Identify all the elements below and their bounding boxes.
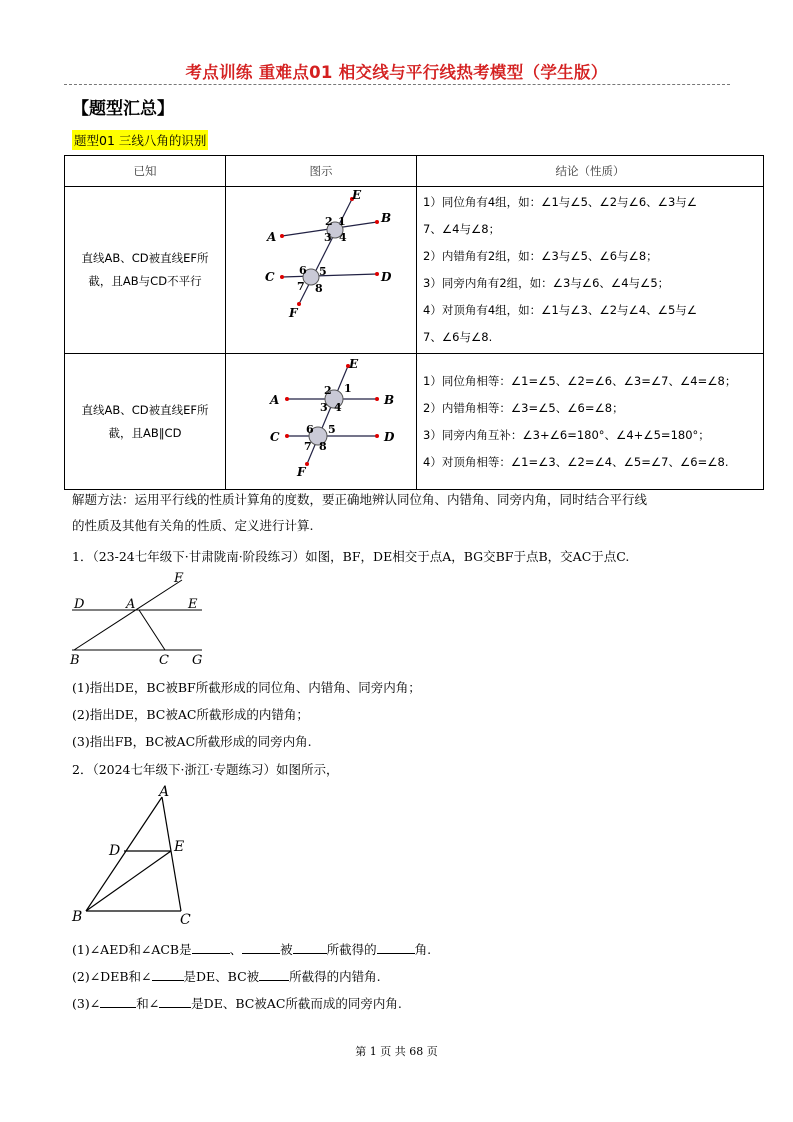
conclusion-line: 2）内错角有2组，如：∠3与∠5、∠6与∠8； [423, 249, 658, 263]
q1-part-1: (1)指出DE，BC被BF所截形成的同位角、内错角、同旁内角； [72, 680, 421, 695]
conclusion-line: 7、∠4与∠8； [423, 222, 501, 236]
q2-part-2: (2)∠DEB和∠ 是DE、BC被 所截得的内错角. [72, 969, 381, 984]
figure-cell [226, 187, 417, 354]
q1-part-3: (3)指出FB，BC被AC所截形成的同旁内角. [72, 734, 312, 749]
label-E: E [174, 839, 185, 855]
svg-text:1: 1 [338, 214, 346, 228]
label-B: B [72, 909, 83, 925]
svg-text:3: 3 [320, 401, 328, 414]
svg-text:2: 2 [325, 214, 333, 228]
answer-blank[interactable] [242, 953, 280, 954]
page-title: 考点训练 重难点01 相交线与平行线热考模型（学生版） [185, 63, 608, 82]
label-G: G [192, 653, 203, 668]
conclusion-line: 3）同旁内角互补：∠3+∠6=180°、∠4+∠5=180°； [423, 427, 710, 442]
table-row [65, 354, 764, 490]
conclusion-line: 7、∠6与∠8. [423, 330, 493, 344]
label-E: E [188, 597, 198, 612]
summary-table [64, 155, 764, 490]
svg-text:3: 3 [324, 230, 332, 244]
svg-text:6: 6 [306, 423, 314, 436]
table-row [65, 187, 764, 354]
answer-blank[interactable] [159, 1007, 191, 1008]
header-conclusion: 结论（性质） [417, 156, 764, 187]
svg-text:2: 2 [324, 384, 332, 397]
label-B: B [384, 393, 395, 407]
svg-text:4: 4 [339, 230, 347, 244]
conclusion-line: 1）同位角相等：∠1=∠5、∠2=∠6、∠3=∠7、∠4=∠8； [423, 373, 737, 388]
conclusion-line: 2）内错角相等：∠3=∠5、∠6=∠8； [423, 400, 624, 415]
answer-blank[interactable] [100, 1007, 136, 1008]
label-C: C [180, 912, 191, 928]
q2-part-1: (1)∠AED和∠ACB是 、 被 所截得的 角. [72, 942, 432, 957]
label-C: C [265, 269, 275, 284]
given-cell: 直线AB、CD被直线EF所截，且AB∥CD [65, 354, 226, 490]
q2-figure [64, 783, 204, 929]
label-A: A [126, 597, 136, 612]
svg-text:7: 7 [297, 279, 305, 293]
type-tag: 题型01 三线八角的识别 [72, 130, 208, 150]
answer-blank[interactable] [259, 980, 289, 981]
intersecting-lines-figure [227, 189, 415, 349]
label-B: B [381, 210, 392, 225]
label-D: D [109, 843, 121, 859]
label-D: D [384, 430, 395, 444]
q2-part-3: (3)∠ 和∠ 是DE、BC被AC所截而成的同旁内角. [72, 996, 402, 1011]
svg-text:8: 8 [319, 440, 327, 453]
svg-text:5: 5 [328, 423, 336, 436]
header-figure: 图示 [226, 156, 417, 187]
label-D: D [381, 269, 392, 284]
conclusion-line: 3）同旁内角有2组，如：∠3与∠6、∠4与∠5； [423, 276, 670, 290]
label-F: F [289, 305, 298, 320]
conclusion-line: 1）同位角有4组，如：∠1与∠5、∠2与∠6、∠3与∠ [423, 195, 698, 209]
svg-text:5: 5 [319, 264, 327, 278]
method-line-1: 解题方法：运用平行线的性质计算角的度数，要正确地辨认同位角、内错角、同旁内角，同时结合平行线 [72, 492, 648, 507]
q2-stem: 2．（2024七年级下·浙江·专题练习）如图所示， [72, 762, 339, 777]
label-A: A [159, 784, 170, 800]
label-B: B [70, 653, 80, 668]
answer-blank[interactable] [293, 953, 327, 954]
answer-blank[interactable] [152, 980, 184, 981]
conclusion-cell [417, 187, 764, 354]
parallel-lines-figure [227, 354, 415, 486]
label-A: A [267, 229, 277, 244]
conclusion-line: 4）对顶角有4组，如：∠1与∠3、∠2与∠4、∠5与∠ [423, 303, 698, 317]
answer-blank[interactable] [377, 953, 415, 954]
label-A: A [270, 393, 280, 407]
label-F: F [297, 465, 306, 479]
q1-figure [64, 568, 224, 668]
svg-text:4: 4 [334, 401, 342, 414]
conclusion-line: 4）对顶角相等：∠1=∠3、∠2=∠4、∠5=∠7、∠6=∠8. [423, 454, 729, 469]
svg-text:1: 1 [344, 382, 352, 395]
header-given: 已知 [65, 156, 226, 187]
svg-text:6: 6 [299, 263, 307, 277]
given-cell: 直线AB、CD被直线EF所截，且AB与CD不平行 [65, 187, 226, 354]
q1-part-2: (2)指出DE，BC被AC所截形成的内错角； [72, 707, 309, 722]
table-header-row [65, 156, 764, 187]
label-C: C [159, 653, 169, 668]
q1-stem: 1．（23-24七年级下·甘肃陇南·阶段练习）如图，BF，DE相交于点A，BG交BF于点B，交AC于点C. [72, 549, 630, 564]
method-line-2: 的性质及其他有关角的性质、定义进行计算. [72, 518, 314, 533]
label-F: F [174, 571, 184, 586]
svg-text:7: 7 [304, 440, 312, 453]
page-footer: 第 1 页 共 68 页 [355, 1045, 438, 1058]
label-D: D [74, 597, 85, 612]
conclusion-cell [417, 354, 764, 490]
label-E: E [352, 188, 362, 202]
figure-cell [226, 354, 417, 490]
section-title: 【题型汇总】 [72, 99, 174, 119]
svg-text:8: 8 [315, 281, 323, 295]
title-divider [64, 84, 730, 85]
label-E: E [349, 357, 359, 371]
label-C: C [270, 430, 280, 444]
answer-blank[interactable] [192, 953, 230, 954]
